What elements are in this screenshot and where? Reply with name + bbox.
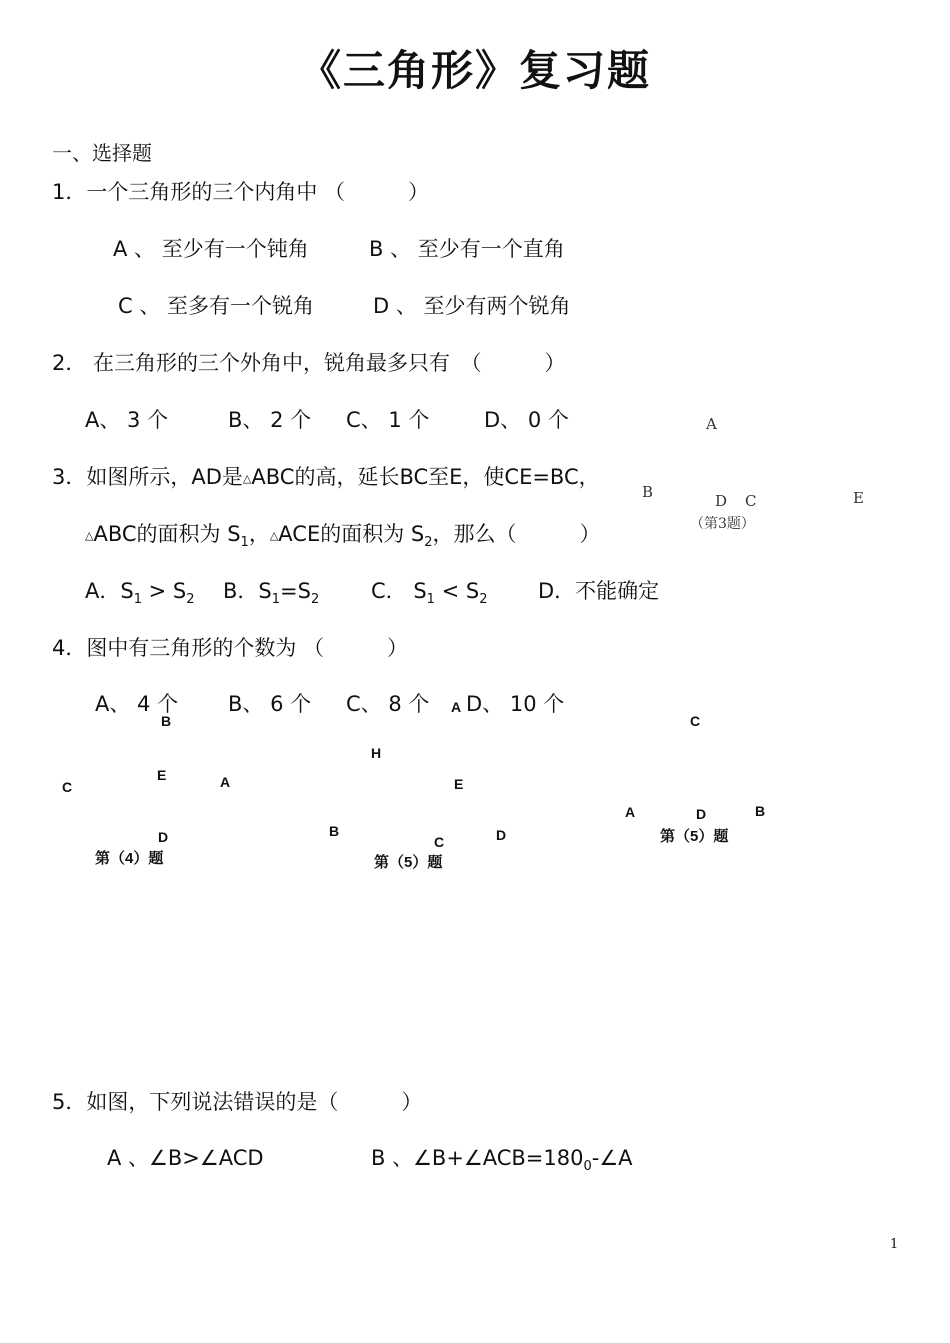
fig4-label-a: A	[220, 774, 231, 790]
section-heading: 一、选择题	[52, 141, 152, 165]
q5-stem: 5．如图，下列说法错误的是（ ）	[52, 1090, 423, 1114]
fig5a-label-b: B	[329, 823, 340, 839]
q4-option-b: B、 6 个	[228, 692, 312, 716]
q3-line2: △ABC的面积为 $S_1$，△ACE的面积为 $S_2$，那么（ ）	[85, 522, 601, 550]
q5-option-b: B 、$\angle B+\angle ACB=180_0-\angle A$	[371, 1146, 633, 1174]
q1-option-a: A 、 至少有一个钝角	[113, 237, 309, 261]
triangle-icon: △	[269, 529, 279, 542]
q2-option-c: C、 1 个	[346, 408, 430, 432]
fig3-caption: （第3题）	[690, 516, 755, 532]
q2-option-a: A、 3 个	[85, 408, 169, 432]
q4-stem: 4．图中有三角形的个数为 （ ）	[52, 636, 409, 660]
fig4-caption: 第（4）题	[95, 850, 164, 867]
q4-option-a: A、 4 个	[95, 692, 179, 716]
fig4-label-e: E	[157, 767, 167, 783]
fig3-label-e: E	[853, 489, 864, 507]
triangle-icon: △	[242, 472, 252, 485]
page-title: 《三角形》复习题	[298, 46, 651, 95]
triangle-icon: △	[85, 529, 94, 542]
q3-option-c: C． $S_1 < S_2$	[371, 579, 488, 607]
fig5b-label-b: B	[755, 803, 766, 819]
fig3-label-c: C	[745, 492, 757, 510]
fig5a-label-e: E	[454, 776, 464, 792]
q3-option-d: D．不能确定	[538, 579, 660, 603]
fig5a-label-d: D	[496, 827, 507, 843]
q3-option-b: B．$S_1=S_2$	[223, 579, 320, 607]
fig4-label-d: D	[158, 829, 169, 845]
fig4-label-c: C	[62, 779, 73, 795]
fig5a-label-a: A	[451, 699, 462, 715]
q3-option-a: A．$S_1 > S_2$	[85, 579, 195, 607]
q2-stem: 2． 在三角形的三个外角中，锐角最多只有 （ ）	[52, 351, 566, 375]
fig5b-label-a: A	[625, 804, 636, 820]
q2-option-b: B、 2 个	[228, 408, 312, 432]
fig5a-label-c: C	[434, 834, 445, 850]
page-number: 1	[890, 1237, 899, 1252]
fig4-label-b: B	[161, 713, 172, 729]
q5-option-a: A 、∠B>∠ACD	[107, 1146, 264, 1170]
fig3-label-b: B	[642, 483, 654, 501]
fig5b-label-c: C	[690, 713, 701, 729]
fig5b-label-d: D	[696, 806, 707, 822]
q1-option-d: D 、 至少有两个锐角	[373, 294, 571, 318]
fig5b-caption: 第（5）题	[660, 828, 729, 845]
fig5a-label-h: H	[371, 745, 382, 761]
q1-option-b: B 、 至少有一个直角	[369, 237, 565, 261]
q1-stem: 1．一个三角形的三个内角中 （ ）	[52, 180, 430, 204]
fig5a-caption: 第（5）题	[374, 854, 443, 871]
q1-option-c: C 、 至多有一个锐角	[118, 294, 315, 318]
q3-line1: 3．如图所示，AD是△ABC的高，延长BC至E，使CE=BC，	[52, 465, 600, 489]
q4-option-d: D、 10 个	[466, 692, 565, 716]
q4-option-c: C、 8 个	[346, 692, 430, 716]
fig3-label-a: A	[706, 415, 717, 433]
fig3-label-d: D	[715, 492, 728, 510]
q2-option-d: D、 0 个	[484, 408, 569, 432]
